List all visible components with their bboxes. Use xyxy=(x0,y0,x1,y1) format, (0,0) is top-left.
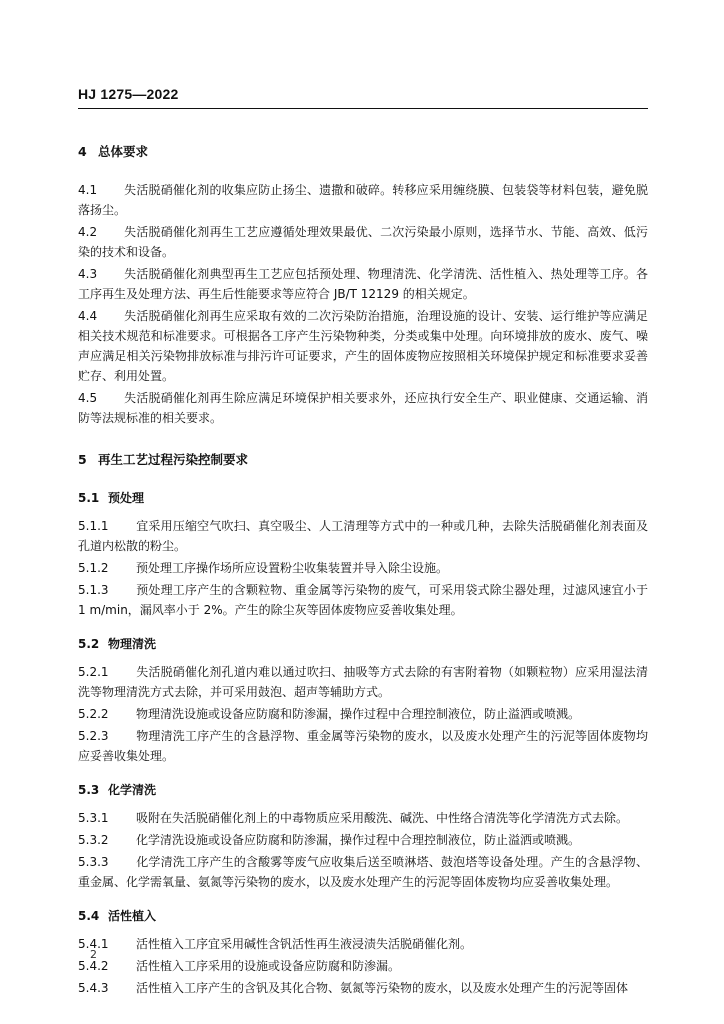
clause-text: 预处理工序产生的含颗粒物、重金属等污染物的废气，可采用袋式除尘器处理，过滤风速宜小于 1 m/min，漏风率小于 2%。产生的除尘灰等固体废物应妥善收集处理。 xyxy=(78,583,648,617)
subsection-title: 预处理 xyxy=(108,491,145,505)
clause-text: 失活脱硝催化剂孔道内难以通过吹扫、抽吸等方式去除的有害附着物（如颗粒物）应采用湿法清洗等物理清洗方式去除，并可采用鼓泡、超声等辅助方式。 xyxy=(78,665,648,699)
clause-text: 活性植入工序采用的设施或设备应防腐和防渗漏。 xyxy=(136,959,401,973)
clause-text: 失活脱硝催化剂再生应采取有效的二次污染防治措施，治理设施的设计、安装、运行维护等应满足相关技术规范和标准要求。可根据各工序产生污染物种类，分类或集中处理。向环境排放的废水、废气、噪声应满足相关污染物排放标准与排污许可证要求，产生的固体废物应按照相关环境保护规定和标准要求妥善贮存、利用处置。 xyxy=(78,309,648,383)
clause-number: 4.4 xyxy=(78,309,98,323)
clause-5-2-1 xyxy=(78,662,648,702)
section-number: 5 xyxy=(78,452,87,467)
clause-text: 宜采用压缩空气吹扫、真空吸尘、人工清理等方式中的一种或几种，去除失活脱硝催化剂表面及孔道内松散的粉尘。 xyxy=(78,519,648,553)
subsection-number: 5.2 xyxy=(78,637,100,651)
subsection-title: 物理清洗 xyxy=(108,637,157,651)
clause-number: 5.4.3 xyxy=(78,981,109,995)
clause-number: 4.1 xyxy=(78,183,98,197)
subsection-number: 5.1 xyxy=(78,491,100,505)
clause-number: 5.2.1 xyxy=(78,665,109,679)
clause-5-3-3 xyxy=(78,852,648,892)
clause-5-4-1 xyxy=(78,934,648,954)
clause-number: 4.3 xyxy=(78,267,98,281)
subsection-title: 活性植入 xyxy=(108,909,157,923)
document-body xyxy=(78,142,648,1000)
clause-text: 失活脱硝催化剂再生除应满足环境保护相关要求外，还应执行安全生产、职业健康、交通运输、消防等法规标准的相关要求。 xyxy=(78,391,648,425)
clause-number: 5.3.1 xyxy=(78,811,109,825)
clause-number: 4.5 xyxy=(78,391,98,405)
section-heading-5 xyxy=(78,450,648,470)
subsection-number: 5.3 xyxy=(78,783,100,797)
clause-number: 5.4.1 xyxy=(78,937,109,951)
standard-code: HJ 1275—2022 xyxy=(78,86,179,102)
subsection-title: 化学清洗 xyxy=(108,783,157,797)
clause-text: 失活脱硝催化剂的收集应防止扬尘、遗撒和破碎。转移应采用缠绕膜、包装袋等材料包装，避免脱落扬尘。 xyxy=(78,183,648,217)
clause-5-1-3 xyxy=(78,580,648,620)
clause-text: 活性植入工序宜采用碱性含钒活性再生液浸渍失活脱硝催化剂。 xyxy=(136,937,473,951)
clause-5-1-2 xyxy=(78,558,648,578)
clause-5-2-2 xyxy=(78,704,648,724)
section-spacer xyxy=(78,430,648,450)
section-title: 再生工艺过程污染控制要求 xyxy=(98,452,249,467)
section-title: 总体要求 xyxy=(98,144,149,159)
clause-text: 预处理工序操作场所应设置粉尘收集装置并导入除尘设施。 xyxy=(136,561,449,575)
header-rule xyxy=(78,108,648,109)
clause-number: 5.3.2 xyxy=(78,833,109,847)
clause-5-4-2 xyxy=(78,956,648,976)
clause-number: 4.2 xyxy=(78,225,98,239)
clause-5-4-3 xyxy=(78,978,648,998)
clause-5-3-2 xyxy=(78,830,648,850)
clause-text: 化学清洗工序产生的含酸雾等废气应收集后送至喷淋塔、鼓泡塔等设备处理。产生的含悬浮物、重金属、化学需氧量、氨氮等污染物的废水，以及废水处理产生的污泥等固体废物均应妥善收集处理。 xyxy=(78,855,648,889)
clause-number: 5.2.3 xyxy=(78,729,109,743)
clause-text: 失活脱硝催化剂再生工艺应遵循处理效果最优、二次污染最小原则，选择节水、节能、高效、低污染的技术和设备。 xyxy=(78,225,648,259)
clause-text: 物理清洗工序产生的含悬浮物、重金属等污染物的废水，以及废水处理产生的污泥等固体废物均应妥善收集处理。 xyxy=(78,729,648,763)
clause-number: 5.1.2 xyxy=(78,561,109,575)
clause-4-3 xyxy=(78,264,648,304)
clause-text: 物理清洗设施或设备应防腐和防渗漏，操作过程中合理控制液位，防止溢洒或喷溅。 xyxy=(136,707,581,721)
page-number: 2 xyxy=(90,948,97,961)
section-number: 4 xyxy=(78,144,87,159)
clause-text: 失活脱硝催化剂典型再生工艺应包括预处理、物理清洗、化学清洗、活性植入、热处理等工序。各工序再生及处理方法、再生后性能要求等应符合 JB/T 12129 的相关规定。 xyxy=(78,267,648,301)
clause-number: 5.3.3 xyxy=(78,855,109,869)
clause-4-5 xyxy=(78,388,648,428)
clause-number: 5.2.2 xyxy=(78,707,109,721)
clause-number: 5.1.3 xyxy=(78,583,109,597)
clause-text: 吸附在失活脱硝催化剂上的中毒物质应采用酸洗、碱洗、中性络合清洗等化学清洗方式去除。 xyxy=(136,811,629,825)
clause-5-1-1 xyxy=(78,516,648,556)
clause-number: 5.4.2 xyxy=(78,959,109,973)
clause-4-1 xyxy=(78,180,648,220)
clause-5-3-1 xyxy=(78,808,648,828)
subsection-heading-5-4 xyxy=(78,906,648,926)
clause-5-2-3 xyxy=(78,726,648,766)
subsection-heading-5-3 xyxy=(78,780,648,800)
clause-4-4 xyxy=(78,306,648,386)
section-heading-4 xyxy=(78,142,648,162)
clause-text: 化学清洗设施或设备应防腐和防渗漏，操作过程中合理控制液位，防止溢洒或喷溅。 xyxy=(136,833,581,847)
subsection-number: 5.4 xyxy=(78,909,100,923)
clause-4-2 xyxy=(78,222,648,262)
subsection-heading-5-2 xyxy=(78,634,648,654)
clause-number: 5.1.1 xyxy=(78,519,109,533)
clause-text: 活性植入工序产生的含钒及其化合物、氨氮等污染物的废水，以及废水处理产生的污泥等固体 xyxy=(136,981,629,995)
subsection-heading-5-1 xyxy=(78,488,648,508)
